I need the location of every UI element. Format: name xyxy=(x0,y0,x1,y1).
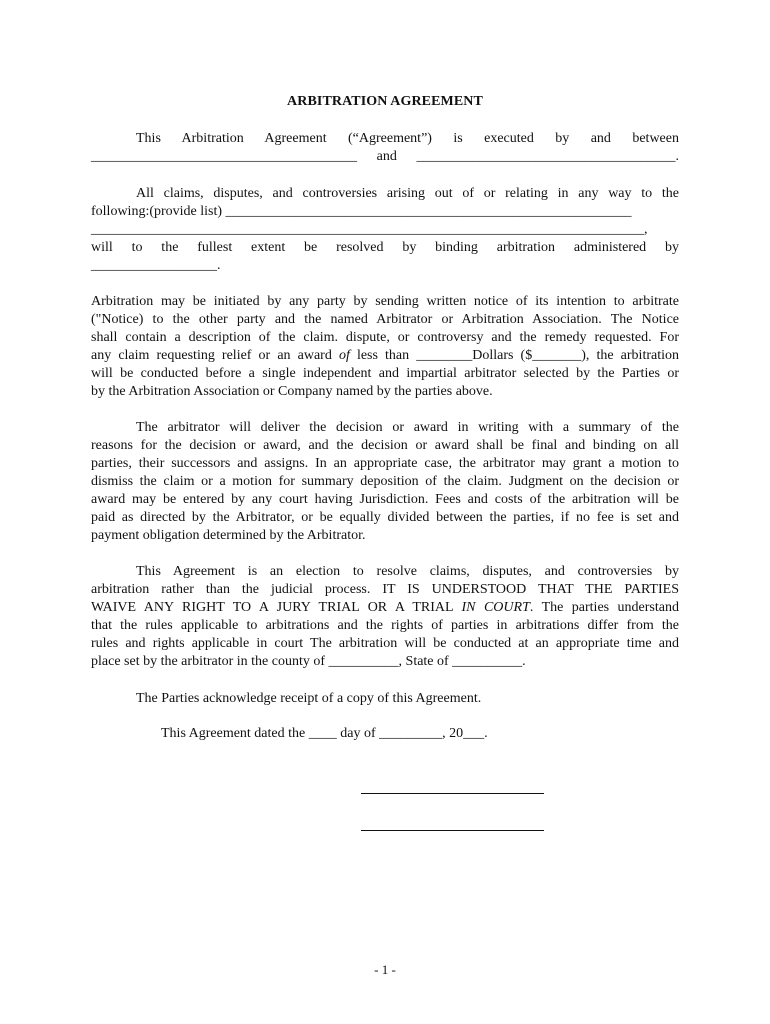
initiation-paragraph xyxy=(91,293,679,401)
decision-line: award may be entered by any court having Jurisdiction. Fees and costs of the arbitration will be xyxy=(91,492,679,507)
initiation-line: ("Notice) to the other party and the named Arbitrator or Arbitration Association. The Notice xyxy=(91,312,679,327)
decision-paragraph xyxy=(91,419,679,545)
dated-line: This Agreement dated the ____ day of _________, 20___. xyxy=(161,726,488,741)
initiation-line: shall contain a description of the claim. dispute, or controversy and the remedy requested. For xyxy=(91,330,679,345)
election-line: WAIVE ANY RIGHT TO A JURY TRIAL OR A TRIAL IN COURT. The parties understand xyxy=(91,600,679,615)
intro-paragraph xyxy=(91,130,679,166)
acknowledgement-line: The Parties acknowledge receipt of a copy of this Agreement. xyxy=(136,691,482,706)
initiation-line: by the Arbitration Association or Company named by the parties above. xyxy=(91,384,493,399)
election-paragraph xyxy=(91,563,679,671)
election-line: rules and rights applicable in court The arbitration will be conducted at an appropriate time and xyxy=(91,636,679,651)
decision-line: payment obligation determined by the Arbitrator. xyxy=(91,528,366,543)
election-line: that the rules applicable to arbitrations and the rights of parties in arbitrations differ from the xyxy=(91,618,679,633)
claims-line: _______________________________________________________________________________, xyxy=(91,222,648,237)
claims-line: All claims, disputes, and controversies arising out of or relating in any way to the xyxy=(136,186,679,201)
decision-line: dismiss the claim or a motion for summary deposition of the claim. Judgment on the decision or xyxy=(91,474,679,489)
election-line: This Agreement is an election to resolve claims, disputes, and controversies by xyxy=(136,564,679,579)
page-number: - 1 - xyxy=(374,962,396,977)
initiation-line: Arbitration may be initiated by any party by sending written notice of its intention to arbitrate xyxy=(91,294,679,309)
election-line: place set by the arbitrator in the county of __________, State of __________. xyxy=(91,654,526,669)
decision-line: The arbitrator will deliver the decision or award in writing with a summary of the xyxy=(136,420,679,435)
election-line: arbitration rather than the judicial process. IT IS UNDERSTOOD THAT THE PARTIES xyxy=(91,582,679,597)
claims-line: following:(provide list) __________________________________________________________ xyxy=(91,204,632,219)
claims-line: __________________. xyxy=(91,258,221,273)
intro-line: This Arbitration Agreement (“Agreement”) is executed by and between xyxy=(136,131,679,146)
document-title: ARBITRATION AGREEMENT xyxy=(287,94,483,109)
signature-line xyxy=(361,830,544,831)
claims-line: will to the fullest extent be resolved by binding arbitration administered by xyxy=(91,240,679,255)
initiation-line: will be conducted before a single independent and impartial arbitrator selected by the Parties or xyxy=(91,366,679,381)
initiation-line: any claim requesting relief or an award of less than ________Dollars ($_______), the arbitration xyxy=(91,348,679,363)
signature-line xyxy=(361,793,544,794)
claims-paragraph xyxy=(91,185,679,275)
decision-line: reasons for the decision or award, and the decision or award shall be final and binding on all xyxy=(91,438,679,453)
intro-line: ______________________________________ and _____________________________________. xyxy=(91,149,679,164)
decision-line: paid as directed by the Arbitrator, or be equally divided between the parties, if no fee is set and xyxy=(91,510,679,525)
decision-line: parties, their successors and assigns. In an appropriate case, the arbitrator may grant a motion to xyxy=(91,456,679,471)
